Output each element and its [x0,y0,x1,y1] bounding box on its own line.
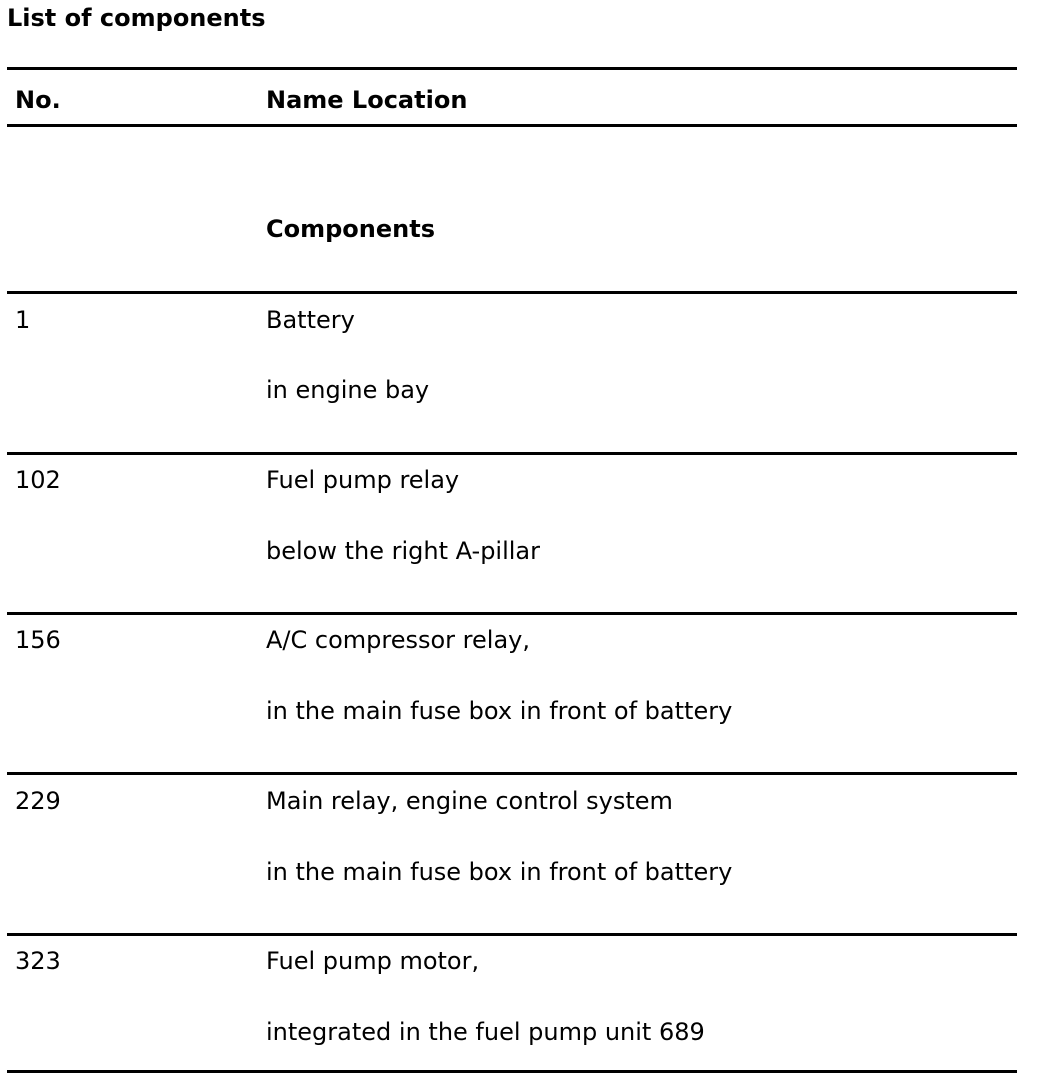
row-divider [7,452,1017,455]
row-location: in the main fuse box in front of battery [266,858,733,886]
table-bottom-rule [7,1070,1017,1073]
header-bottom-rule [7,124,1017,127]
row-location: in engine bay [266,376,430,404]
row-name: A/C compressor relay, [266,626,530,654]
row-divider [7,772,1017,775]
row-number: 156 [15,626,61,654]
header-name-location: Name Location [266,86,468,114]
row-name: Battery [266,306,355,334]
page-title: List of components [7,4,266,32]
row-location: in the main fuse box in front of battery [266,697,733,725]
row-location: integrated in the fuel pump unit 689 [266,1018,705,1046]
row-number: 229 [15,787,61,815]
row-divider [7,612,1017,615]
row-divider [7,291,1017,294]
row-divider [7,933,1017,936]
row-number: 102 [15,466,61,494]
table-top-rule [7,67,1017,70]
row-name: Fuel pump motor, [266,947,480,975]
row-location: below the right A-pillar [266,537,541,565]
row-number: 323 [15,947,61,975]
row-name: Main relay, engine control system [266,787,673,815]
section-label: Components [266,215,435,243]
header-no: No. [15,86,61,114]
row-name: Fuel pump relay [266,466,460,494]
row-number: 1 [15,306,31,334]
